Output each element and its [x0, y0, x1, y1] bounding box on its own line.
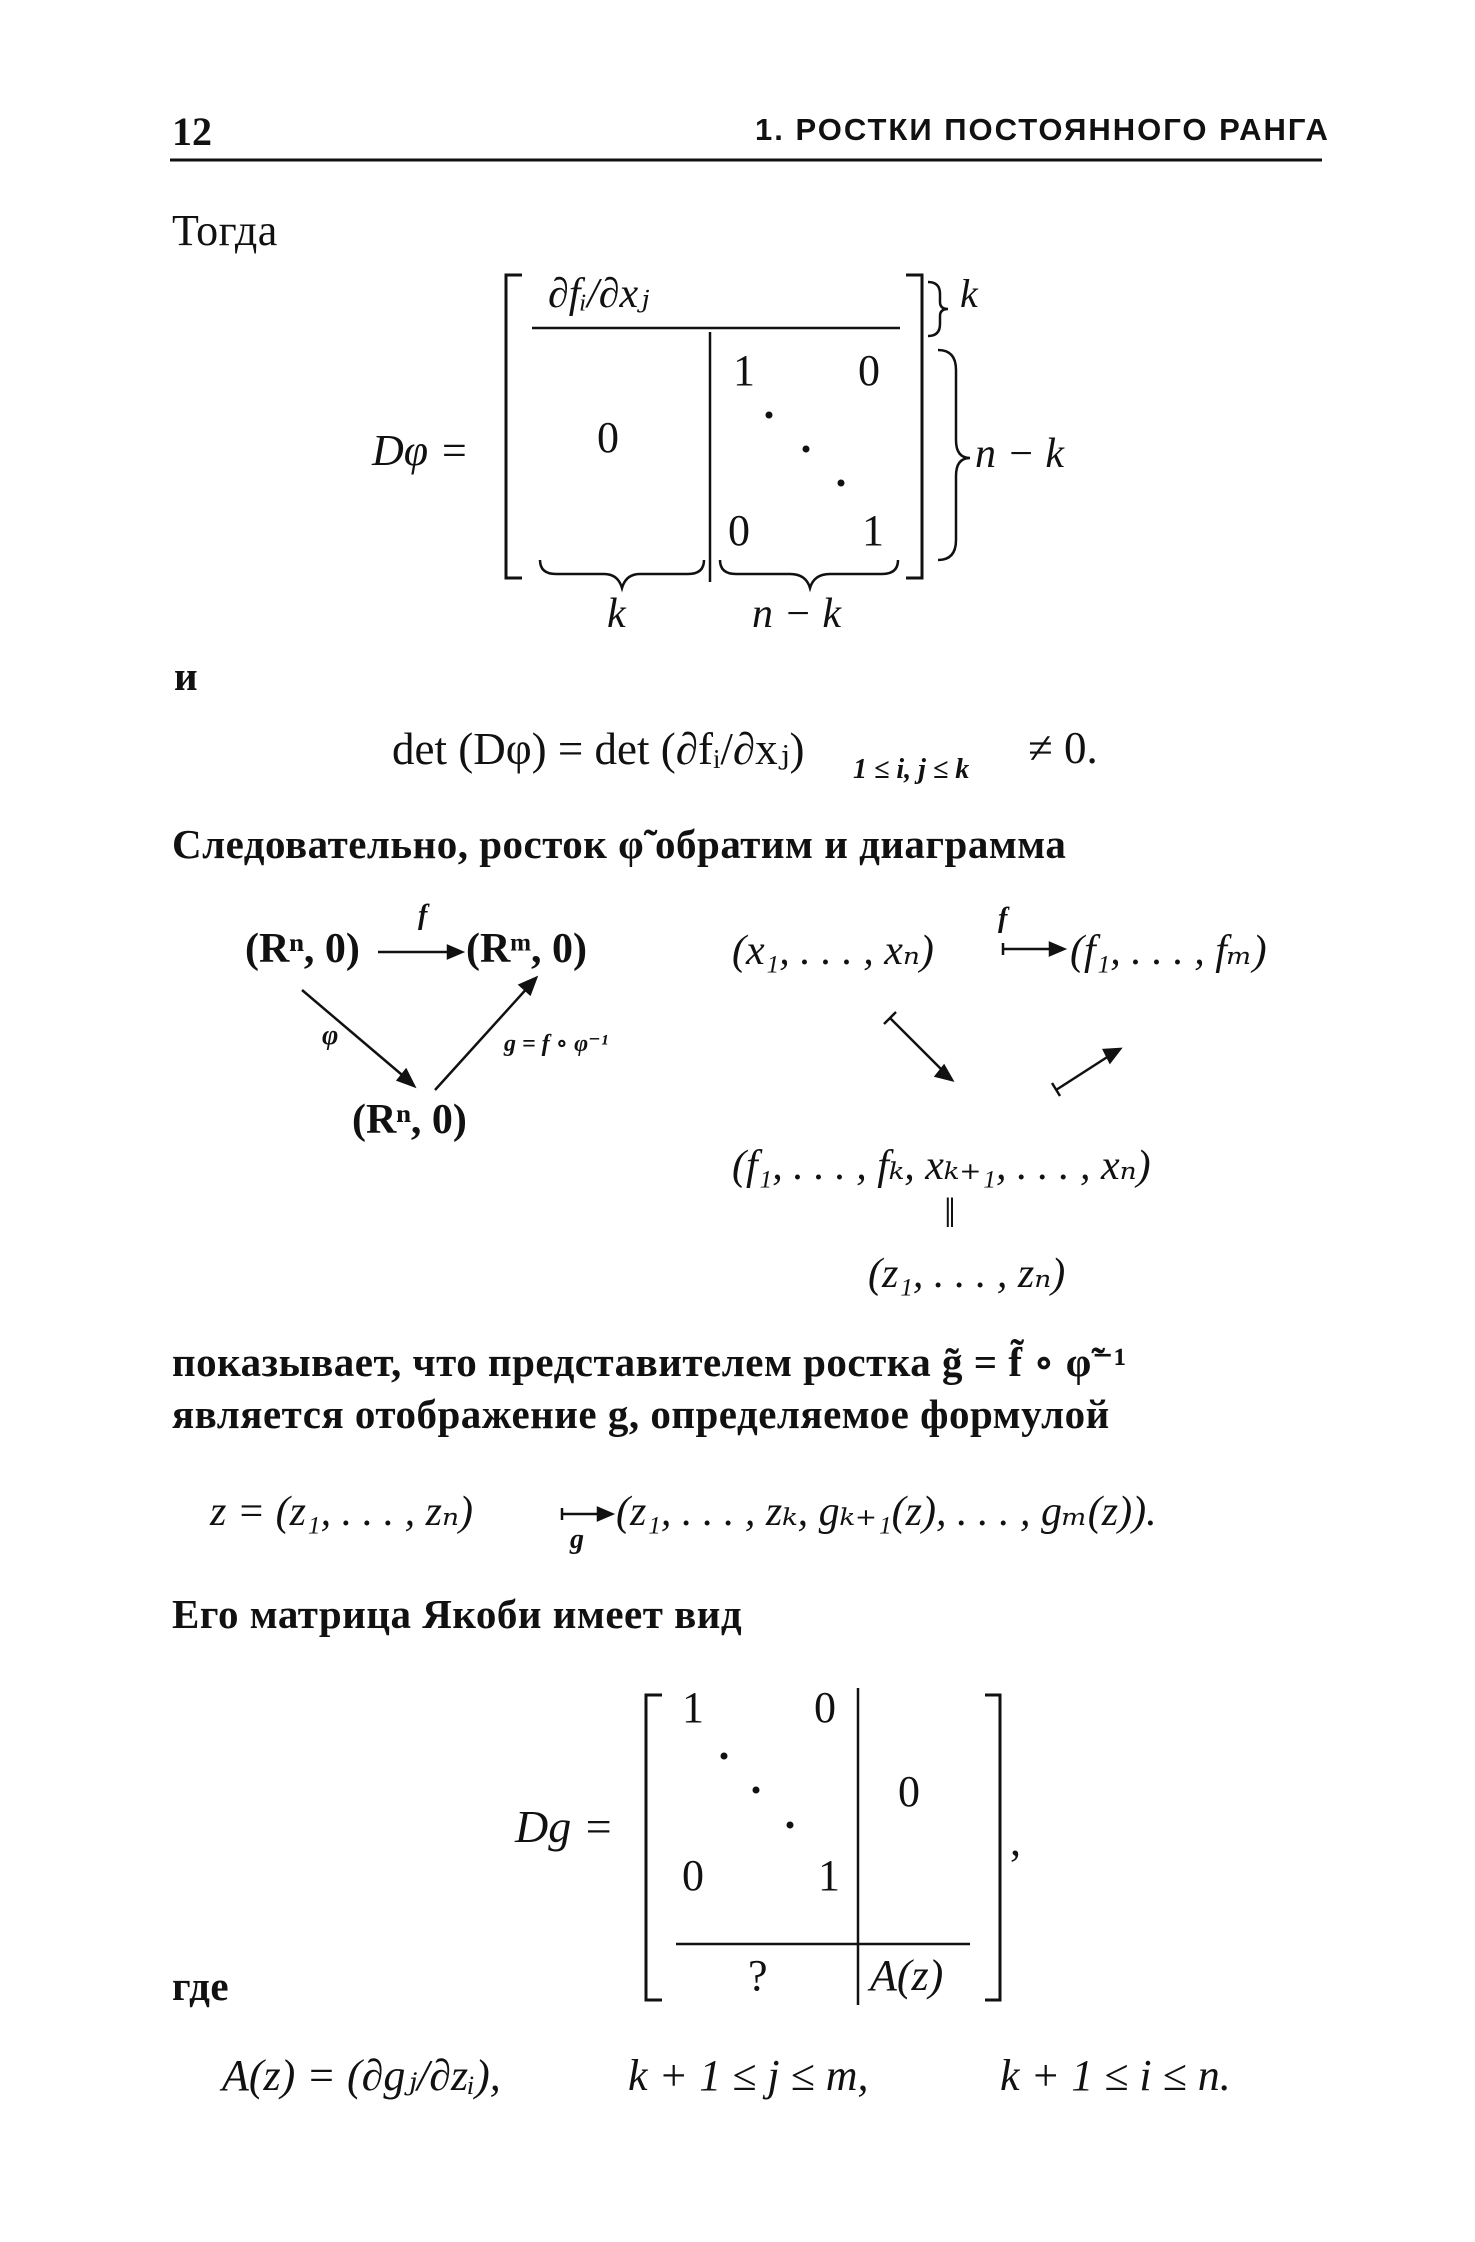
- det-formula-tail: ≠ 0.: [1028, 723, 1098, 773]
- matrix-dphi-zero-top: 0: [858, 346, 880, 395]
- brace-label-n-minus-k: n − k: [975, 431, 1064, 477]
- text-and: и: [174, 653, 199, 699]
- matrix-dg-brackets: [646, 1695, 1000, 2000]
- formula-g-rhs: (z₁, . . . , zₖ, gₖ₊₁(z), . . . , gₘ(z)).: [616, 1489, 1157, 1535]
- brace-bottom-label-n-minus-k: n − k: [752, 591, 841, 637]
- matrix-dg-lhs: Dg =: [515, 1801, 614, 1852]
- det-formula-subscript: 1 ≤ i, j ≤ k: [853, 754, 970, 785]
- matrix-dphi-zero-bottom: 0: [728, 506, 750, 555]
- brace-bottom-label-k: k: [607, 591, 626, 637]
- det-formula-main: det (Dφ) = det (∂fᵢ/∂xⱼ): [392, 724, 805, 774]
- diagram-right-equals: ‖: [944, 1191, 956, 1237]
- matrix-dg-diagonal-dots: [721, 1753, 794, 1829]
- matrix-dg-one-bottom: 1: [818, 1851, 840, 1900]
- diagram-right-top-right: (f₁, . . . , fₘ): [1070, 928, 1267, 974]
- brace-label-k: k: [960, 271, 978, 316]
- matrix-dphi-one-top: 1: [733, 346, 755, 395]
- text-where: где: [172, 1963, 230, 2009]
- brace-right-n-minus-k: [938, 350, 970, 560]
- matrix-dg-comma: ,: [1010, 1816, 1021, 1865]
- matrix-dphi-lhs: Dφ =: [372, 426, 469, 475]
- diagram-left-bottom: (Rⁿ, 0): [352, 1097, 467, 1143]
- diagram-right-top-left: (x₁, . . . , xₙ): [732, 928, 934, 974]
- diagram-left-source: (Rⁿ, 0): [245, 926, 360, 972]
- text-then: Тогда: [172, 206, 278, 255]
- matrix-dphi-zero-block: 0: [597, 413, 619, 462]
- diagram-right-bottom: (z₁, . . . , zₙ): [868, 1251, 1066, 1297]
- matrix-dphi-one-bottom: 1: [862, 506, 884, 555]
- diagram-left-f-label: f: [418, 900, 428, 931]
- matrix-dphi-brackets: [506, 275, 922, 578]
- formula-a-condition-j: k + 1 ≤ j ≤ m,: [628, 2051, 869, 2100]
- text-shows-line-2: является отображение g, определяемое формулой: [172, 1391, 1110, 1437]
- brace-bottom-k: [540, 560, 704, 588]
- text-shows-line-1: показывает, что представителем ростка g̃ = f̃ ∘ φ̃⁻¹: [172, 1339, 1127, 1385]
- diagram-left-target: (Rᵐ, 0): [466, 926, 587, 972]
- formula-a-condition-i: k + 1 ≤ i ≤ n.: [1000, 2051, 1231, 2100]
- brace-right-k: [928, 282, 948, 336]
- matrix-dg-one-top: 1: [682, 1683, 704, 1732]
- formula-a-definition: A(z) = (∂gⱼ/∂zᵢ),: [222, 2051, 501, 2100]
- matrix-dg-zero-top: 0: [814, 1683, 836, 1732]
- matrix-dg-zero-block: 0: [898, 1767, 920, 1816]
- matrix-dg-zero-bottom: 0: [682, 1851, 704, 1900]
- matrix-dphi-top-entry: ∂fᵢ/∂xⱼ: [548, 271, 650, 317]
- diagram-right-f-label: f: [998, 903, 1008, 934]
- matrix-dg-question: ?: [748, 1951, 768, 2000]
- matrix-dphi-diagonal-dots: [766, 412, 845, 487]
- text-consequently: Следовательно, росток φ̃ обратим и диаграмма: [172, 821, 1067, 867]
- formula-g-lhs: z = (z₁, . . . , zₙ): [210, 1489, 473, 1535]
- brace-bottom-n-minus-k: [720, 560, 898, 588]
- text-jacobi: Его матрица Якоби имеет вид: [172, 1591, 743, 1637]
- diagram-left-phi-label: φ: [322, 1020, 339, 1051]
- matrix-dg-a-block: A(z): [870, 1951, 944, 2000]
- formula-g-map-label: g: [570, 1524, 584, 1555]
- running-title: 1. РОСТКИ ПОСТОЯННОГО РАНГА: [755, 112, 1330, 147]
- page-number: 12: [172, 109, 212, 154]
- diagram-left-g-label: g = f ∘ φ⁻¹: [504, 1031, 609, 1057]
- diagram-right-middle: (f₁, . . . , fₖ, xₖ₊₁, . . . , xₙ): [732, 1143, 1151, 1189]
- formula-g-arrow: [562, 1508, 612, 1520]
